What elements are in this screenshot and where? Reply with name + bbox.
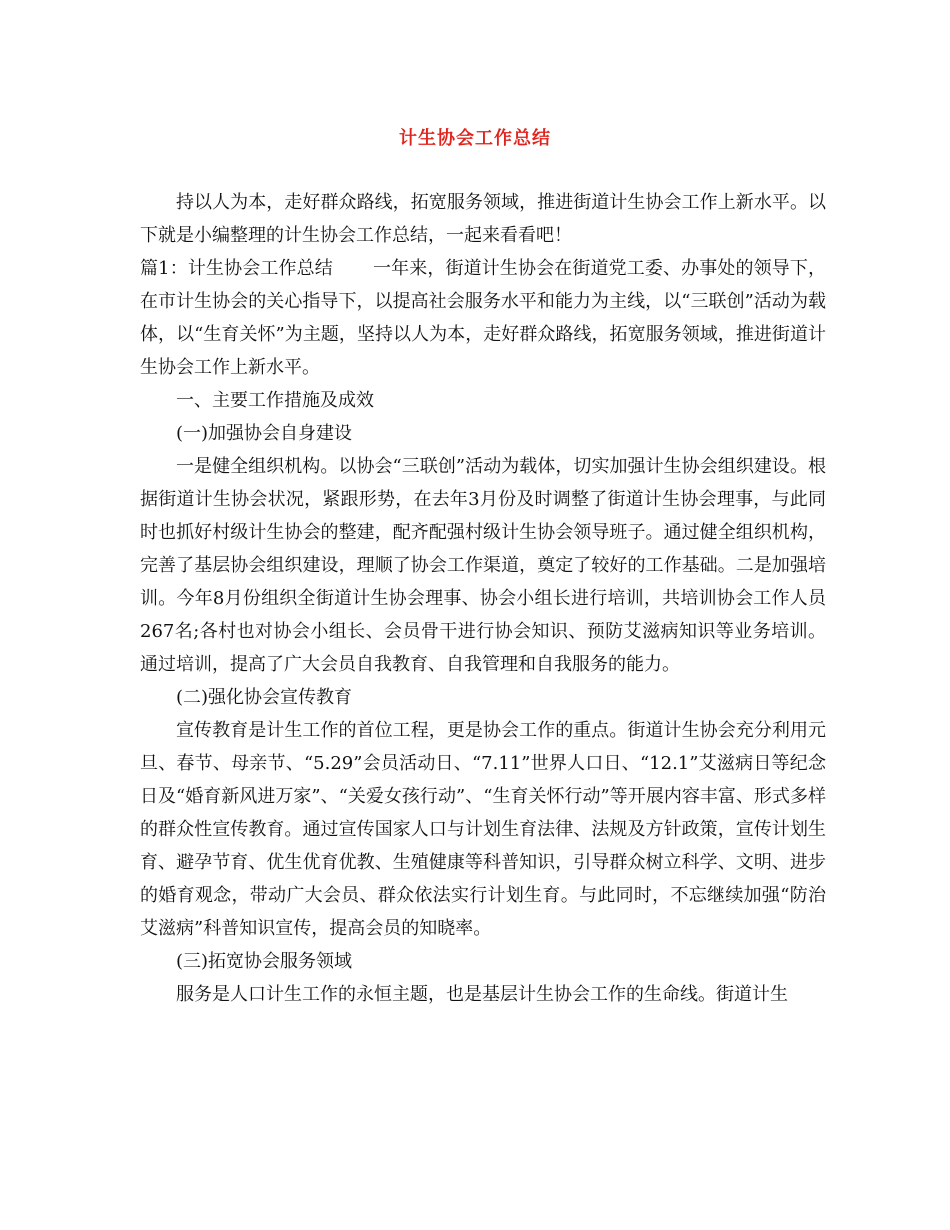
subsection-heading: (三)拓宽协会服务领域: [176, 951, 353, 972]
document-title: 计生协会工作总结: [399, 128, 551, 149]
subsection-heading: (二)强化协会宣传教育: [176, 687, 353, 708]
article-intro-text: 一年来，街道计生协会在街道党工委、办事处的领导下，在市计生协会的关心指导下，以提高社会服务水平和能力为主线，以“三联创”活动为载体，以“生育关怀”为主题，坚持以人为本，走好群众路线，拓宽服务领域，推进街道计生协会工作上新水平。: [140, 258, 826, 378]
body-paragraph: 一是健全组织机构。以协会“三联创”活动为载体，切实加强计生协会组织建设。根据街道计生协会状况，紧跟形势，在去年3月份及时调整了街道计生协会理事，与此同时也抓好村级计生协会的整建，配齐配强村级计生协会领导班子。通过健全组织机构，完善了基层协会组织建设，理顺了协会工作渠道，奠定了较好的工作基础。二是加强培训。今年8月份组织全街道计生协会理事、协会小组长进行培训，共培训协会工作人员267名;各村也对协会小组长、会员骨干进行协会知识、预防艾滋病知识等业务培训。通过培训，提高了广大会员自我教育、自我管理和自我服务的能力。: [140, 456, 826, 675]
subsection-heading: (一)加强协会自身建设: [176, 423, 353, 444]
article-heading-paragraph: [140, 252, 826, 384]
body-paragraph: 服务是人口计生工作的永恒主题，也是基层计生协会工作的生命线。街道计生: [176, 984, 788, 1005]
article-label: 篇1：计生协会工作总结: [140, 258, 333, 279]
document-body: [140, 186, 826, 1011]
body-paragraph: 宣传教育是计生工作的首位工程，更是协会工作的重点。街道计生协会充分利用元旦、春节、母亲节、“5.29”会员活动日、“7.11”世界人口日、“12.1”艾滋病日等纪念日及“婚育新风进万家”、“关爱女孩行动”、“生育关怀行动”等开展内容丰富、形式多样的群众性宣传教育。通过宣传国家人口与计划生育法律、法规及方针政策，宣传计划生育、避孕节育、优生优育优教、生殖健康等科普知识，引导群众树立科学、文明、进步的婚育观念，带动广大会员、群众依法实行计划生育。与此同时，不忘继续加强“防治艾滋病”科普知识宣传，提高会员的知晓率。: [140, 720, 826, 939]
section-heading: 一、主要工作措施及成效: [176, 390, 374, 411]
intro-paragraph: 持以人为本，走好群众路线，拓宽服务领域，推进街道计生协会工作上新水平。以下就是小编整理的计生协会工作总结，一起来看看吧！: [140, 192, 826, 246]
